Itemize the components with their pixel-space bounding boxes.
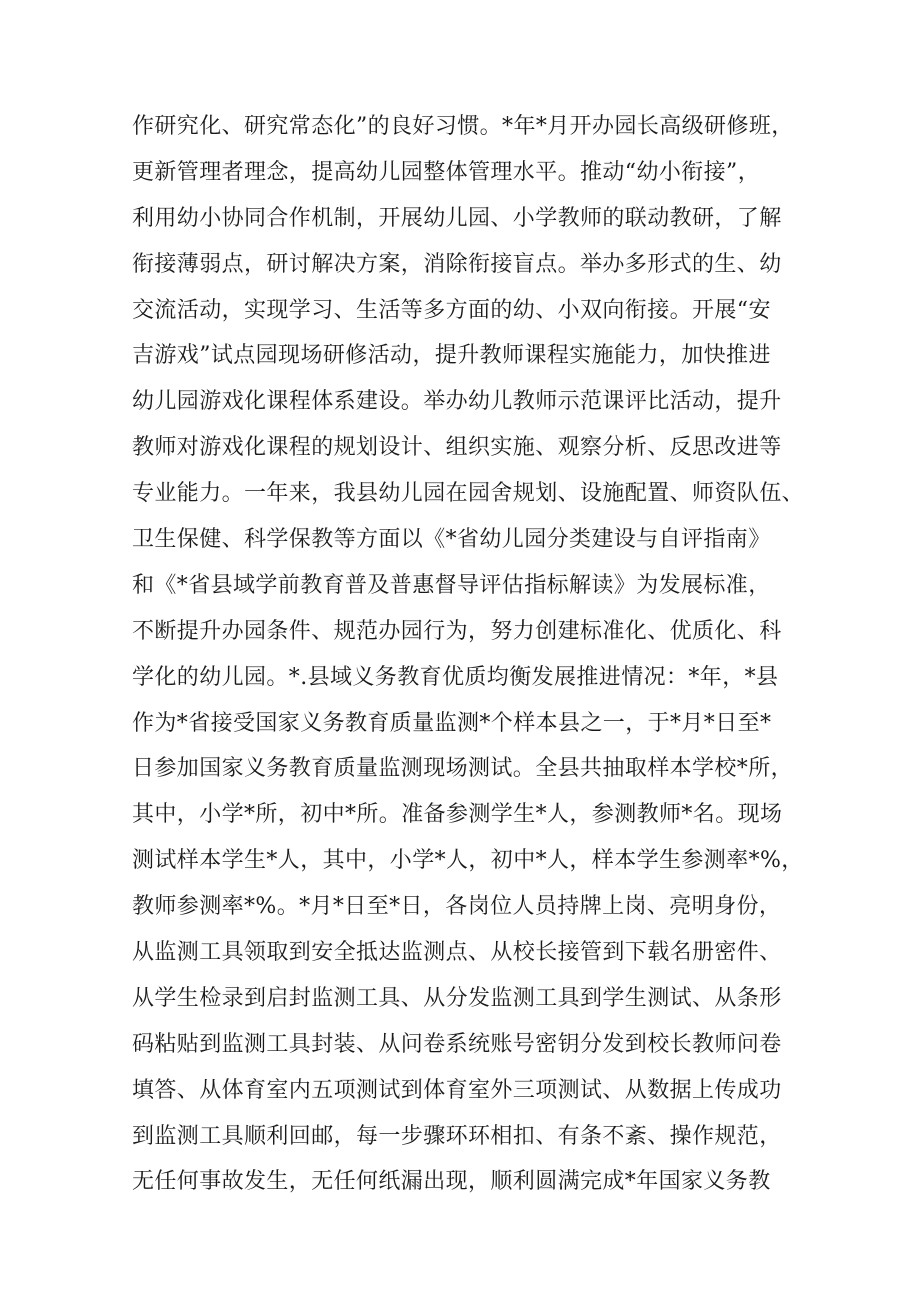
text-line: 到监测工具顺利回邮，每一步骤环环相扣、有条不紊、操作规范， <box>132 1123 782 1149</box>
text-line: 和《*省县域学前教育普及普惠督导评估指标解读》为发展标准， <box>132 572 771 598</box>
text-line: 衔接薄弱点，研讨解决方案，消除衔接盲点。举办多形式的生、幼 <box>132 251 782 277</box>
text-line: 不断提升办园条件、规范办园行为，努力创建标准化、优质化、科 <box>132 618 782 644</box>
text-line: 从学生检录到启封监测工具、从分发监测工具到学生测试、从条形 <box>132 985 782 1011</box>
text-line: 码粘贴到监测工具封装、从问卷系统账号密钥分发到校长教师问卷 <box>132 1031 782 1057</box>
text-line: 无任何事故发生，无任何纸漏出现，顺利圆满完成*年国家义务教 <box>132 1169 771 1195</box>
text-line: 其中，小学*所，初中*所。准备参测学生*人，参测教师*名。现场 <box>132 802 783 828</box>
text-line: 利用幼小协同合作机制，开展幼儿园、小学教师的联动教研，了解 <box>132 205 782 231</box>
text-line: 从监测工具领取到安全抵达监测点、从校长接管到下载名册密件、 <box>132 940 782 966</box>
text-line: 幼儿园游戏化课程体系建设。举办幼儿教师示范课评比活动，提升 <box>132 389 782 415</box>
text-line: 作为*省接受国家义务教育质量监测*个样本县之一，于*月*日至* <box>132 710 772 736</box>
text-line: 更新管理者理念，提高幼儿园整体管理水平。推动“幼小衔接”， <box>132 159 761 185</box>
text-line: 吉游戏”试点园现场研修活动，提升教师课程实施能力，加快推进 <box>132 343 771 369</box>
text-line: 填答、从体育室内五项测试到体育室外三项测试、从数据上传成功 <box>132 1077 782 1103</box>
text-line: 学化的幼儿园。*.县域义务教育优质均衡发展推进情况：*年，*县 <box>132 664 779 690</box>
text-line: 卫生保健、科学保教等方面以《*省幼儿园分类建设与自评指南》 <box>132 527 771 553</box>
text-line: 教师参测率*%。*月*日至*日，各岗位人员持牌上岗、亮明身份， <box>132 894 782 920</box>
text-line: 专业能力。一年来，我县幼儿园在园舍规划、设施配置、师资队伍、 <box>132 481 805 507</box>
text-line: 日参加国家义务教育质量监测现场测试。全县共抽取样本学校*所， <box>132 756 794 782</box>
body-text <box>132 104 812 1205</box>
text-line: 交流活动，实现学习、生活等多方面的幼、小双向衔接。开展“安 <box>132 297 771 323</box>
text-line: 测试样本学生*人，其中，小学*人，初中*人，样本学生参测率*%， <box>132 848 804 874</box>
text-line: 作研究化、研究常态化”的良好习惯。*年*月开办园长高级研修班， <box>132 114 794 139</box>
text-line: 教师对游戏化课程的规划设计、组织实施、观察分析、反思改进等 <box>132 435 782 461</box>
